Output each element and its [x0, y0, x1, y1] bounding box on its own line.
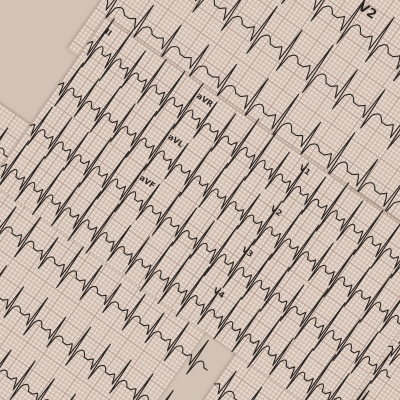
- lead-label-avr-small: aVR: [195, 91, 215, 109]
- lead-label-v1: V1: [297, 163, 313, 178]
- lead-label-avl: aVL: [166, 132, 186, 150]
- lead-label-ii: II: [103, 27, 114, 38]
- lead-label-v4: V4: [211, 285, 227, 301]
- lead-label-v3: V3: [240, 244, 255, 260]
- lead-label-v2: V2: [268, 204, 284, 219]
- lead-label-avf: aVF: [137, 173, 157, 191]
- lead-label-v2-large: V2: [354, 0, 380, 23]
